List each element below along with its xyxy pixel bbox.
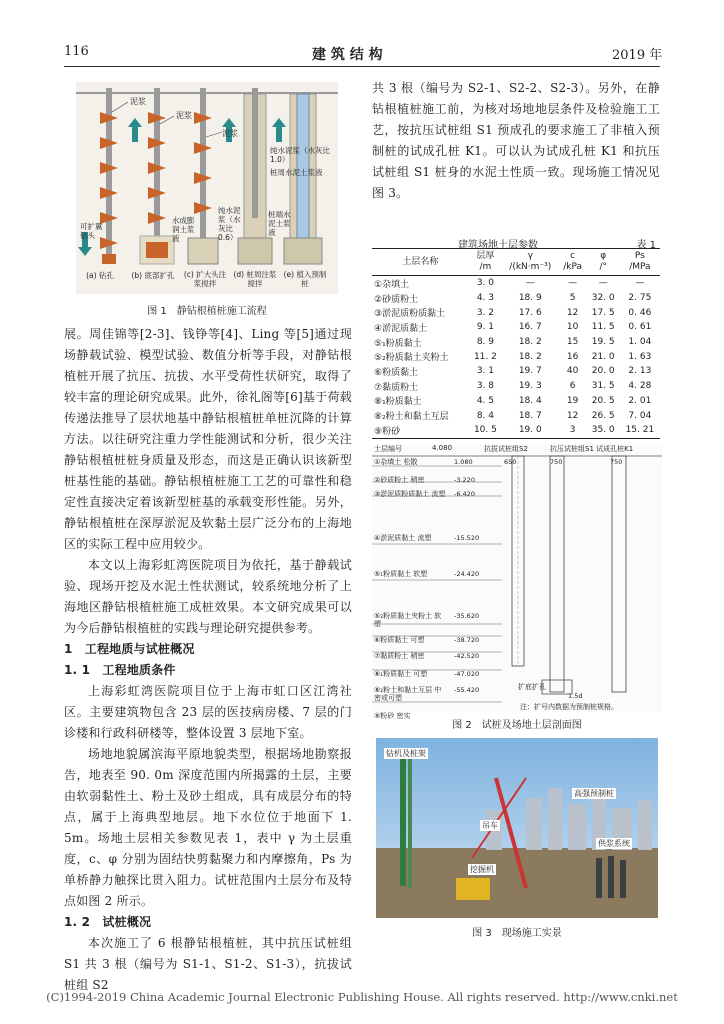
table-1-title: 建筑场地土层参数 [458,240,538,251]
fig2-layer-elevation: -47.020 [454,670,480,678]
table-cell-value: 7. 04 [628,410,652,421]
figure-3-photo [376,738,658,918]
fig1-step-b: (b) 底部扩孔 [131,271,175,280]
section-1-1-heading: 1. 1 工程地质条件 [64,663,176,677]
fig2-layer-elevation: -35.620 [454,612,480,620]
fig1-label-pile-end: 桩端水泥土浆液 [268,210,291,237]
table-header-cell [559,249,587,276]
table-row [372,394,660,409]
fig1-label-soil-cement: 水成膨润土浆液 [172,216,195,243]
fig2-layer-name: ⑤₂粉质黏土夹粉土 软塑 [374,612,442,628]
table-header-cell [620,249,660,276]
fig2-layer-name: ①杂填土 松散 [374,458,418,466]
fig1-label-bottom-grout: 纯水泥浆（水灰比0.6） [218,206,241,242]
left-paragraph-3: 上海彩虹湾医院项目位于上海市虹口区江湾社区。主要建筑物包含 23 层的医技病房楼、7 层的门诊楼和行政科研楼等，整体设置 3 层地下室。 [64,684,352,740]
journal-year: 2019 年 [612,48,663,63]
table-cell-value: 18. 4 [518,395,542,406]
table-header-unit: /° [599,262,607,272]
fig2-layer-elevation: -3.220 [454,476,475,484]
table-header-unit: /kPa [563,262,583,272]
table-cell-value: — [568,278,578,289]
table-cell-value: 8. 4 [476,410,494,421]
left-paragraph-2: 本文以上海彩虹湾医院项目为依托，基于静载试验、现场开挖及水泥土性状测试，较系统地分析了上海地区静钻根植桩施工成桩效果。本文研究成果可以为今后静钻根植桩的实践与理论研究提供参考。 [64,558,352,635]
figure-2 [372,444,662,720]
table-cell-value: 11. 2 [473,351,497,362]
fig2-layer-name: ⑨粉砂 密实 [374,712,411,720]
table-header-name: 层厚 [476,251,495,261]
table-cell-value: 2. 75 [628,293,652,304]
right-paragraph-1: 共 3 根（编号为 S2-1、S2-2、S2-3）。另外，在静钻根植桩施工前，为核对场地地层条件及检验施工工艺，按抗压试桩组 S1 预成孔的要求施工了非植入预制桩的试成孔桩 K1。可以认为试成孔桩 K1 和抗压试桩组 S1 桩身的水泥土性质一致。现场施工情况见图 3。 [372,81,660,200]
table-cell-value: 15 [566,337,579,348]
table-cell-value: 4. 28 [628,381,652,392]
table-header-cell [502,249,559,276]
table-cell-value: 35. 0 [591,425,615,436]
fig1-step-a: (a) 钻孔 [86,271,114,280]
fig2-layer-elevation: 1.080 [454,458,473,466]
fig2-layer-name: ⑦黏质粉土 稍密 [374,652,425,660]
fig3-label-excavator: 挖掘机 [470,865,494,874]
fig1-step-c: (c) 扩大头注浆搅拌 [183,270,227,288]
table-cell-value: 1. 63 [628,351,652,362]
table-header-name: φ [600,251,607,261]
figure-1 [76,82,338,294]
left-paragraph-1: 展。周佳锦等[2-3]、钱铮等[4]、Ling 等[5]通过现场静载试验、模型试验、数值分析等手段，对静钻根植桩开展了抗压、抗拔、水平受荷性状研究，取得了较丰富的理论研究成果。此外，徐礼阁等[6]基于荷载传递法推导了层状地基中静钻根植桩单桩沉降的计算方法。以往研究注重力学性能测试和分析，很少关注静钻根植桩桩身质量及形态，而这是正确认识该新型桩基性能的基础。静钻根植桩施工工艺的可靠性和稳定性直接决定着该新型桩基的承载变形性能。另外，静钻根植桩在深厚淤泥及软黏土层广泛分布的上海地区的实际工程中应用较少。 [64,327,352,551]
table-1 [372,248,660,439]
table-cell-value: 3 [569,425,576,436]
table-cell-value: 1. 04 [628,337,652,348]
table-cell-soil-name: ②砂质粉土 [374,294,419,305]
table-header-cell [587,249,620,276]
table-cell-value: 4. 5 [476,395,494,406]
fig2-layer-elevation: -55.420 [454,686,480,694]
table-header-name: Ps [634,251,645,261]
fig1-label-mud2: 泥浆 [176,111,192,120]
table-cell-value: 8. 9 [476,337,494,348]
left-column [64,324,352,996]
table-cell-value: 26. 5 [591,410,615,421]
table-cell-soil-name: ⑧₁粉质黏土 [374,397,422,408]
table-cell-value: 19. 0 [518,425,542,436]
table-cell-value: 11. 5 [591,322,615,333]
fig2-layer-name: ⑤₁粉质黏土 软塑 [374,570,428,578]
fig2-head-elev: 4.080 [432,444,453,452]
table-row [372,291,660,306]
fig1-label-pure-cement: 纯水泥浆（水灰比1.0） [270,146,330,164]
table-cell-value: 19. 7 [518,366,542,377]
table-cell-value: 6 [569,381,576,392]
table-cell-value: 2. 13 [628,366,652,377]
journal-name: 建 筑 结 构 [312,47,383,63]
table-header-name: c [570,251,576,261]
section-1-2-heading: 1. 2 试桩概况 [64,915,152,929]
right-column [372,78,660,204]
fig3-label-pile: 高强预制桩 [574,789,614,798]
fig2-head-s2: 抗拔试桩组S2 [484,445,528,453]
table-cell-value: 12 [566,307,579,318]
fig2-bulb-label: 扩底扩孔 [518,683,546,691]
table-cell-value: 16 [566,351,579,362]
table-cell-value: 5 [569,293,576,304]
table-cell-value: 19. 3 [518,381,542,392]
fig2-layer-elevation: -6.420 [454,490,475,498]
fig2-dim-1: 650 [504,458,517,466]
table-cell-value: 10. 5 [473,425,497,436]
table-cell-value: 3. 2 [476,307,494,318]
fig2-dim-3: 750 [610,458,623,466]
fig2-layer-name: ②砂质粉土 稍密 [374,476,425,484]
table-cell-soil-name: ⑥粉质黏土 [374,367,419,378]
table-cell-value: 2. 01 [628,395,652,406]
header-rule [64,66,660,67]
table-cell-value: 40 [566,366,579,377]
section-1-heading: 1 工程地质与试桩概况 [64,642,195,656]
table-row [372,423,660,438]
table-row [372,305,660,320]
table-cell-value: 16. 7 [518,322,542,333]
table-row [372,364,660,379]
fig2-layer-name: ④淤泥质黏土 流塑 [374,534,432,542]
fig2-layer-elevation: -24.420 [454,570,480,578]
fig2-layer-elevation: -15.520 [454,534,480,542]
table-row [372,335,660,350]
copyright-footer: (C)1994-2019 China Academic Journal Electronic Publishing House. All rights reserved. http://www.cnki.net [46,990,678,1004]
table-cell-value: — [635,278,645,289]
table-cell-value: 17. 5 [591,307,615,318]
fig1-label-bit: 可扩翼钻头 [80,222,103,240]
table-header-name: 土层名称 [402,256,439,267]
fig1-label-mud3: 泥浆 [222,129,238,138]
fig1-label-pipe: 桩周水泥土浆液 [270,168,323,177]
figure-1-graphic [76,82,338,294]
table-cell-value: 21. 0 [591,351,615,362]
table-cell-value: 18. 2 [518,351,542,362]
figure-3-caption: 图 3 现场施工实景 [472,928,562,939]
table-cell-value: — [525,278,535,289]
table-cell-value: — [598,278,608,289]
table-header-unit: /(kN·m⁻³) [509,262,552,272]
table-row [372,379,660,394]
left-paragraph-4: 场地地貌属滨海平原地貌类型，根据场地勘察报告，地表至 90. 0m 深度范围内所揭露的土层，主要由软弱黏性土、粉土及砂土组成，具有成层分布的特点，属于上海典型地层。地下水位位于地面下 1. 5m。场地土层相关参数见表 1，表中 γ 为土层重度，c、φ 分别为固结快剪黏聚力和内摩擦角，Ps 为单桥静力触探比贯入阻力。试桩范围内土层分布及特点如图 2 所示。 [64,747,352,908]
page-number: 116 [64,44,89,59]
table-header-name: γ [527,251,533,261]
table-cell-value: 20. 5 [591,395,615,406]
table-header-cell [469,249,502,276]
fig3-label-grout: 供浆系统 [598,839,630,848]
table-cell-soil-name: ⑨粉砂 [374,426,401,437]
figure-2-caption: 图 2 试桩及场地土层剖面图 [452,720,582,731]
table-cell-value: 19 [566,395,579,406]
table-cell-value: 4. 3 [476,293,494,304]
table-cell-value: 3. 1 [476,366,494,377]
fig2-layer-name: ③淤泥质粉质黏土 流塑 [374,490,446,498]
fig2-dim-4: 1.5d [568,692,583,700]
table-cell-value: 18. 7 [518,410,542,421]
table-cell-value: 0. 46 [628,307,652,318]
fig2-layer-elevation: -38.720 [454,636,480,644]
fig2-layer-name: ⑥粉质黏土 可塑 [374,636,425,644]
table-cell-soil-name: ⑦黏质粉土 [374,382,419,393]
fig2-head-k1: 抗压试桩组S1 试成孔桩K1 [550,445,634,453]
table-header-unit: /MPa [629,262,651,272]
table-cell-soil-name: ⑧₂粉土和黏土互层 [374,412,449,423]
fig2-head-soil: 土层编号 [374,445,402,453]
fig2-dim-2: 750 [550,458,563,466]
table-cell-value: 19. 5 [591,337,615,348]
fig1-step-e: (e) 植入预制桩 [283,270,327,288]
table-cell-soil-name: ⑤₁粉质黏土 [374,338,422,349]
table-header-cell [372,249,469,276]
table-cell-value: 3. 0 [476,278,494,289]
table-row [372,320,660,335]
table-body [372,276,660,439]
fig2-layer-elevation: -42.520 [454,652,480,660]
table-cell-soil-name: ④淤泥质黏土 [374,323,428,334]
table-cell-value: 0. 61 [628,322,652,333]
table-row [372,276,660,291]
table-cell-soil-name: ①杂填土 [374,279,410,290]
fig1-step-d: (d) 桩周注浆搅拌 [233,270,277,288]
fig2-layer-name: ⑧₂粉土和黏土互层 中密或可塑 [374,686,442,702]
table-header-unit: /m [479,262,492,272]
table-cell-value: 10 [566,322,579,333]
fig1-label-mud1: 泥浆 [130,97,146,106]
table-cell-value: 17. 6 [518,307,542,318]
table-header-row [372,249,660,276]
figure-1-caption: 图 1 静钻根植桩施工流程 [147,306,267,317]
table-1-label: 表 1 [636,240,656,251]
table-row [372,408,660,423]
table-cell-value: 9. 1 [476,322,494,333]
table-cell-value: 32. 0 [591,293,615,304]
table-cell-value: 18. 2 [518,337,542,348]
fig2-note: 注：扩号内数据为预制桩规格。 [520,703,618,711]
table-cell-value: 12 [566,410,579,421]
table-cell-value: 20. 0 [591,366,615,377]
left-paragraph-5: 本次施工了 6 根静钻根植桩，其中抗压试桩组 S1 共 3 根（编号为 S1-1、S1-2、S1-3），抗拔试桩组 S2 [64,936,352,992]
fig2-layer-name: ⑧₁粉质黏土 可塑 [374,670,428,678]
table-cell-value: 3. 8 [476,381,494,392]
table-cell-soil-name: ⑤₂粉质黏土夹粉土 [374,353,449,364]
table-row [372,349,660,364]
table-cell-value: 15. 21 [625,425,655,436]
table-cell-value: 18. 9 [518,293,542,304]
fig3-label-rig: 钻机及桩架 [386,749,426,758]
table-cell-soil-name: ③淤泥质粉质黏土 [374,309,446,320]
table-cell-value: 31. 5 [591,381,615,392]
figure-3 [376,738,658,918]
fig3-label-crane: 吊车 [482,821,498,830]
